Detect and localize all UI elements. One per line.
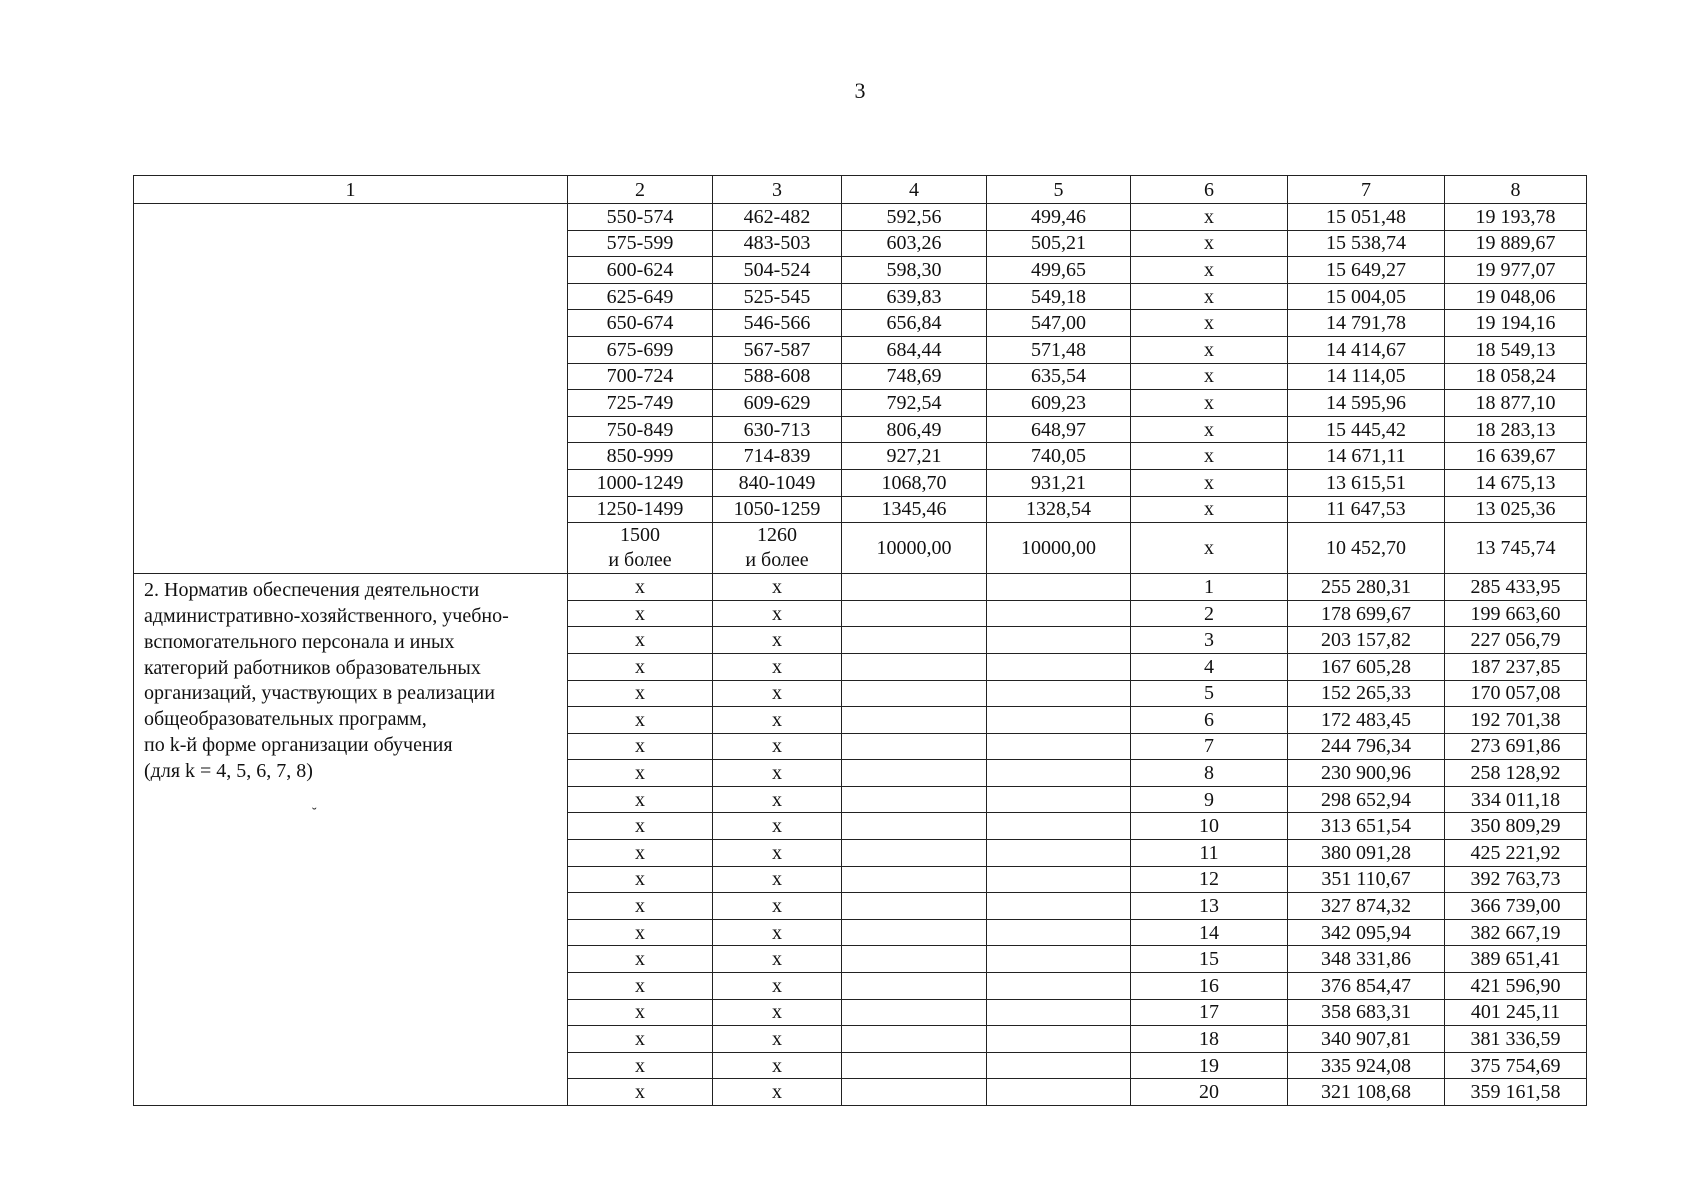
table-cell-col-4 — [842, 627, 987, 654]
table-cell-col-7: 11 647,53 — [1288, 496, 1445, 523]
table-cell-col-7: 178 699,67 — [1288, 600, 1445, 627]
table-cell-col-5 — [987, 866, 1131, 893]
table-cell-col-2: х — [568, 999, 713, 1026]
table-cell-col-4: 927,21 — [842, 443, 987, 470]
table-cell-col-5 — [987, 973, 1131, 1000]
table-cell-col-4 — [842, 680, 987, 707]
table-cell-col-7: 15 004,05 — [1288, 283, 1445, 310]
table-cell-col-7: 244 796,34 — [1288, 733, 1445, 760]
table-cell-col-4 — [842, 1026, 987, 1053]
table-cell-col-2: 850-999 — [568, 443, 713, 470]
table-cell-col-7: 172 483,45 — [1288, 707, 1445, 734]
description-line: категорий работников образовательных — [144, 656, 481, 679]
table-cell-col-6: х — [1131, 336, 1288, 363]
table-cell-col-8: 19 048,06 — [1445, 283, 1587, 310]
table-cell-col-7: 15 445,42 — [1288, 416, 1445, 443]
header-col-5: 5 — [987, 176, 1131, 204]
table-cell-col-5 — [987, 680, 1131, 707]
table-cell-col-3 — [713, 523, 842, 574]
table-cell-col-5: 10000,00 — [987, 523, 1131, 574]
table-cell-col-5: 635,54 — [987, 363, 1131, 390]
table-cell-col-7: 380 091,28 — [1288, 840, 1445, 867]
table-cell-col-7: 376 854,47 — [1288, 973, 1445, 1000]
table-cell-col-3: х — [713, 733, 842, 760]
table-cell-col-2: х — [568, 680, 713, 707]
table-cell-col-3: 483-503 — [713, 230, 842, 257]
table-cell-col-8: 359 161,58 — [1445, 1079, 1587, 1106]
table-cell-col-8: 19 977,07 — [1445, 257, 1587, 284]
description-line: организаций, участвующих в реализации — [144, 682, 495, 705]
table-cell-col-8: 258 128,92 — [1445, 760, 1587, 787]
table-cell-col-5 — [987, 627, 1131, 654]
table-cell-col-3: х — [713, 1079, 842, 1106]
table-cell-col-7: 14 791,78 — [1288, 310, 1445, 337]
table-cell-col-4 — [842, 866, 987, 893]
table-cell-col-6: х — [1131, 443, 1288, 470]
table-cell-col-4: 603,26 — [842, 230, 987, 257]
table-cell-col-3: 1050-1259 — [713, 496, 842, 523]
table-cell-col-2: 650-674 — [568, 310, 713, 337]
table-cell-col-7: 342 095,94 — [1288, 919, 1445, 946]
table-cell-col-6: 9 — [1131, 786, 1288, 813]
table-cell-col-8: 187 237,85 — [1445, 653, 1587, 680]
header-col-1: 1 — [134, 176, 568, 204]
table-cell-col-5 — [987, 733, 1131, 760]
table-cell-col-2: 625-649 — [568, 283, 713, 310]
table-cell-col-2 — [568, 523, 713, 574]
table-cell-col-3: х — [713, 680, 842, 707]
table-cell-col-4 — [842, 840, 987, 867]
table-cell-col-3: х — [713, 946, 842, 973]
table-cell-col-6: х — [1131, 283, 1288, 310]
table-cell-col-3: х — [713, 813, 842, 840]
header-col-2: 2 — [568, 176, 713, 204]
table-cell-col-3: х — [713, 1026, 842, 1053]
table-cell-col-3: х — [713, 627, 842, 654]
table-cell-col-2: 750-849 — [568, 416, 713, 443]
table-cell-col-2: 700-724 — [568, 363, 713, 390]
table-cell-col-5: 571,48 — [987, 336, 1131, 363]
table-cell-col-6: 12 — [1131, 866, 1288, 893]
table-cell-col-4 — [842, 707, 987, 734]
table-cell-col-6: 10 — [1131, 813, 1288, 840]
table-cell-col-5 — [987, 653, 1131, 680]
table-cell-col-6: х — [1131, 363, 1288, 390]
header-col-6: 6 — [1131, 176, 1288, 204]
header-col-3: 3 — [713, 176, 842, 204]
table-cell-col-5 — [987, 999, 1131, 1026]
table-cell-col-4 — [842, 653, 987, 680]
description-line: по k-й форме организации обучения — [144, 733, 453, 756]
table-cell-col-5: 499,65 — [987, 257, 1131, 284]
table-cell-col-8: 381 336,59 — [1445, 1026, 1587, 1053]
table-cell-col-6: 14 — [1131, 919, 1288, 946]
table-cell-col-5 — [987, 813, 1131, 840]
table-cell-col-4: 684,44 — [842, 336, 987, 363]
table-cell-col-3: х — [713, 707, 842, 734]
table-cell-col-7: 14 595,96 — [1288, 390, 1445, 417]
table-cell-col-3: 504-524 — [713, 257, 842, 284]
description-line: 2. Норматив обеспечения деятельности — [144, 579, 480, 602]
table-cell-col-7: 14 671,11 — [1288, 443, 1445, 470]
table-cell-col-7: 255 280,31 — [1288, 574, 1445, 601]
table-cell-col-8: 334 011,18 — [1445, 786, 1587, 813]
table-cell-col-6: х — [1131, 310, 1288, 337]
table-cell-col-3: х — [713, 919, 842, 946]
table-cell-col-7: 340 907,81 — [1288, 1026, 1445, 1053]
table-cell-col-4: 1345,46 — [842, 496, 987, 523]
table-cell-col-4: 592,56 — [842, 204, 987, 231]
normative-table-container — [133, 175, 1587, 1106]
table-cell-col-5: 549,18 — [987, 283, 1131, 310]
normative-table — [133, 175, 1587, 1106]
table-cell-col-6: 3 — [1131, 627, 1288, 654]
table-cell-col-2: х — [568, 786, 713, 813]
table-cell-col-5 — [987, 893, 1131, 920]
table-cell-col-4 — [842, 786, 987, 813]
table-cell-col-5 — [987, 760, 1131, 787]
table-cell-col-4 — [842, 893, 987, 920]
section2-body — [134, 574, 1587, 1106]
table-cell-col-8: 18 549,13 — [1445, 336, 1587, 363]
value-line-1: 1500 — [619, 524, 660, 547]
table-cell-col-8: 425 221,92 — [1445, 840, 1587, 867]
table-cell-col-2: 1250-1499 — [568, 496, 713, 523]
table-cell-col-6: х — [1131, 230, 1288, 257]
table-cell-col-3: х — [713, 653, 842, 680]
table-cell-col-6: х — [1131, 416, 1288, 443]
table-cell-col-2: х — [568, 893, 713, 920]
table-cell-col-2: 600-624 — [568, 257, 713, 284]
table-cell-col-5 — [987, 1026, 1131, 1053]
table-cell-col-6: 6 — [1131, 707, 1288, 734]
table-cell-col-2: х — [568, 1079, 713, 1106]
table-cell-col-7: 313 651,54 — [1288, 813, 1445, 840]
table-cell-col-5: 499,46 — [987, 204, 1131, 231]
table-cell-col-5: 931,21 — [987, 469, 1131, 496]
table-cell-col-6: 16 — [1131, 973, 1288, 1000]
table-cell-col-7: 358 683,31 — [1288, 999, 1445, 1026]
table-cell-col-3: 525-545 — [713, 283, 842, 310]
table-cell-col-3: х — [713, 574, 842, 601]
table-cell-col-6: 17 — [1131, 999, 1288, 1026]
table-cell-col-2: х — [568, 973, 713, 1000]
table-cell-col-3: 714-839 — [713, 443, 842, 470]
table-cell-col-3: х — [713, 999, 842, 1026]
table-cell-col-7: 298 652,94 — [1288, 786, 1445, 813]
table-cell-col-7: 348 331,86 — [1288, 946, 1445, 973]
table-cell-col-8: 13 745,74 — [1445, 523, 1587, 574]
header-col-7: 7 — [1288, 176, 1445, 204]
table-cell-col-4: 656,84 — [842, 310, 987, 337]
two-line-value — [745, 523, 808, 573]
table-cell-col-6: 1 — [1131, 574, 1288, 601]
table-cell-col-4 — [842, 919, 987, 946]
table-cell-col-2: 725-749 — [568, 390, 713, 417]
table-cell-col-3: х — [713, 786, 842, 813]
table-row — [134, 204, 1587, 231]
table-cell-col-8: 13 025,36 — [1445, 496, 1587, 523]
table-cell-col-7: 13 615,51 — [1288, 469, 1445, 496]
table-cell-col-7: 167 605,28 — [1288, 653, 1445, 680]
table-cell-col-3: х — [713, 866, 842, 893]
table-cell-col-8: 421 596,90 — [1445, 973, 1587, 1000]
table-cell-col-4 — [842, 946, 987, 973]
table-cell-col-3: х — [713, 893, 842, 920]
header-col-4: 4 — [842, 176, 987, 204]
table-cell-col-4: 1068,70 — [842, 469, 987, 496]
table-cell-col-4: 806,49 — [842, 416, 987, 443]
table-cell-col-7: 321 108,68 — [1288, 1079, 1445, 1106]
table-cell-col-2: х — [568, 840, 713, 867]
table-cell-col-3: 630-713 — [713, 416, 842, 443]
table-cell-col-4 — [842, 973, 987, 1000]
table-cell-col-8: 199 663,60 — [1445, 600, 1587, 627]
stray-mark: ˘ — [312, 806, 317, 821]
table-cell-col-5 — [987, 840, 1131, 867]
table-cell-col-2: х — [568, 653, 713, 680]
table-cell-col-2: х — [568, 813, 713, 840]
table-cell-col-5 — [987, 707, 1131, 734]
description-line: административно-хозяйственного, учебно- — [144, 604, 509, 627]
table-cell-col-8: 18 283,13 — [1445, 416, 1587, 443]
table-cell-col-8: 14 675,13 — [1445, 469, 1587, 496]
table-cell-col-6: 13 — [1131, 893, 1288, 920]
table-cell-col-8: 350 809,29 — [1445, 813, 1587, 840]
table-cell-col-6: 5 — [1131, 680, 1288, 707]
table-cell-col-3: х — [713, 600, 842, 627]
table-cell-col-3: х — [713, 760, 842, 787]
table-cell-col-4: 748,69 — [842, 363, 987, 390]
table-cell-col-3: 609-629 — [713, 390, 842, 417]
table-cell-col-4 — [842, 999, 987, 1026]
table-cell-col-2: х — [568, 574, 713, 601]
table-cell-col-6: х — [1131, 496, 1288, 523]
header-col-8: 8 — [1445, 176, 1587, 204]
table-cell-col-6: 4 — [1131, 653, 1288, 680]
table-cell-col-6: 7 — [1131, 733, 1288, 760]
table-cell-col-6: 18 — [1131, 1026, 1288, 1053]
table-cell-col-7: 203 157,82 — [1288, 627, 1445, 654]
table-cell-col-4 — [842, 733, 987, 760]
table-cell-col-5: 740,05 — [987, 443, 1131, 470]
table-cell-col-5: 505,21 — [987, 230, 1131, 257]
table-row — [134, 574, 1587, 601]
table-cell-col-2: 550-574 — [568, 204, 713, 231]
table-cell-col-8: 366 739,00 — [1445, 893, 1587, 920]
table-cell-col-7: 15 649,27 — [1288, 257, 1445, 284]
table-cell-col-5 — [987, 786, 1131, 813]
page-number: 3 — [854, 78, 866, 103]
section2-description-cell — [134, 574, 568, 1106]
table-cell-col-2: 575-599 — [568, 230, 713, 257]
table-cell-col-8: 18 877,10 — [1445, 390, 1587, 417]
table-cell-col-8: 16 639,67 — [1445, 443, 1587, 470]
table-cell-col-4 — [842, 574, 987, 601]
table-cell-col-8: 19 889,67 — [1445, 230, 1587, 257]
table-cell-col-3: 462-482 — [713, 204, 842, 231]
table-cell-col-4: 639,83 — [842, 283, 987, 310]
value-line-2: и более — [745, 549, 809, 572]
table-cell-col-5 — [987, 574, 1131, 601]
table-cell-col-6: 15 — [1131, 946, 1288, 973]
table-cell-col-2: 1000-1249 — [568, 469, 713, 496]
table-cell-col-4: 598,30 — [842, 257, 987, 284]
table-cell-col-3: х — [713, 1052, 842, 1079]
table-cell-col-6: х — [1131, 390, 1288, 417]
table-cell-col-8: 273 691,86 — [1445, 733, 1587, 760]
table-cell-col-5: 648,97 — [987, 416, 1131, 443]
table-cell-col-6: 2 — [1131, 600, 1288, 627]
table-cell-col-6: х — [1131, 257, 1288, 284]
table-cell-col-4 — [842, 1079, 987, 1106]
table-cell-col-8: 227 056,79 — [1445, 627, 1587, 654]
value-line-2: и более — [608, 549, 672, 572]
table-cell-col-3: 588-608 — [713, 363, 842, 390]
table-cell-col-3: 567-587 — [713, 336, 842, 363]
table-cell-col-7: 335 924,08 — [1288, 1052, 1445, 1079]
table-cell-col-5: 609,23 — [987, 390, 1131, 417]
table-cell-col-8: 389 651,41 — [1445, 946, 1587, 973]
table-cell-col-6: 8 — [1131, 760, 1288, 787]
description-line: вспомогательного персонала и иных — [144, 630, 455, 653]
header-row — [134, 176, 1587, 204]
table-cell-col-8: 18 058,24 — [1445, 363, 1587, 390]
table-cell-col-6: х — [1131, 469, 1288, 496]
table-cell-col-7: 152 265,33 — [1288, 680, 1445, 707]
table-cell-col-7: 15 538,74 — [1288, 230, 1445, 257]
table-cell-col-8: 401 245,11 — [1445, 999, 1587, 1026]
table-cell-col-5 — [987, 1052, 1131, 1079]
table-cell-col-8: 170 057,08 — [1445, 680, 1587, 707]
table-cell-col-4 — [842, 600, 987, 627]
table-cell-col-4 — [842, 1052, 987, 1079]
table-cell-col-5 — [987, 1079, 1131, 1106]
table-cell-col-4: 10000,00 — [842, 523, 987, 574]
table-cell-col-7: 15 051,48 — [1288, 204, 1445, 231]
table-cell-col-2: х — [568, 1052, 713, 1079]
table-cell-col-5: 1328,54 — [987, 496, 1131, 523]
table-cell-col-6: 11 — [1131, 840, 1288, 867]
table-cell-col-2: х — [568, 866, 713, 893]
table-cell-col-2: х — [568, 600, 713, 627]
table-cell-col-8: 19 194,16 — [1445, 310, 1587, 337]
table-cell-col-5 — [987, 946, 1131, 973]
table-cell-col-8: 392 763,73 — [1445, 866, 1587, 893]
value-line-1: 1260 — [756, 524, 797, 547]
table-cell-col-4 — [842, 760, 987, 787]
table-cell-col-7: 14 414,67 — [1288, 336, 1445, 363]
table-cell-col-7: 327 874,32 — [1288, 893, 1445, 920]
table-cell-col-8: 192 701,38 — [1445, 707, 1587, 734]
table-cell-col-2: х — [568, 733, 713, 760]
table-cell-col-3: 840-1049 — [713, 469, 842, 496]
table-cell-col-8: 285 433,95 — [1445, 574, 1587, 601]
table-cell-col-6: х — [1131, 204, 1288, 231]
table-cell-col-4 — [842, 813, 987, 840]
table-cell-col-7: 230 900,96 — [1288, 760, 1445, 787]
table-cell-col-6: х — [1131, 523, 1288, 574]
table-cell-col-3: х — [713, 973, 842, 1000]
table-cell-col-2: х — [568, 1026, 713, 1053]
table-cell-col-8: 19 193,78 — [1445, 204, 1587, 231]
table-cell-col-5 — [987, 919, 1131, 946]
table-cell-col-8: 382 667,19 — [1445, 919, 1587, 946]
table-cell-col-2: х — [568, 707, 713, 734]
description-line: (для k = 4, 5, 6, 7, 8) — [144, 759, 313, 782]
table-cell-col-4: 792,54 — [842, 390, 987, 417]
table-cell-col-3: 546-566 — [713, 310, 842, 337]
table-cell-col-2: 675-699 — [568, 336, 713, 363]
table-cell-col-2: х — [568, 760, 713, 787]
table-cell-col-6: 19 — [1131, 1052, 1288, 1079]
table-cell-col-5: 547,00 — [987, 310, 1131, 337]
section1-description-cell — [134, 204, 568, 574]
two-line-value — [608, 523, 671, 573]
table-cell-col-7: 351 110,67 — [1288, 866, 1445, 893]
table-cell-col-8: 375 754,69 — [1445, 1052, 1587, 1079]
table-cell-col-2: х — [568, 919, 713, 946]
table-cell-col-3: х — [713, 840, 842, 867]
table-cell-col-2: х — [568, 627, 713, 654]
table-cell-col-7: 14 114,05 — [1288, 363, 1445, 390]
table-cell-col-2: х — [568, 946, 713, 973]
description-line: общеобразовательных программ, — [144, 708, 427, 731]
table-cell-col-6: 20 — [1131, 1079, 1288, 1106]
table-cell-col-5 — [987, 600, 1131, 627]
table-cell-col-7: 10 452,70 — [1288, 523, 1445, 574]
section1-body — [134, 204, 1587, 574]
